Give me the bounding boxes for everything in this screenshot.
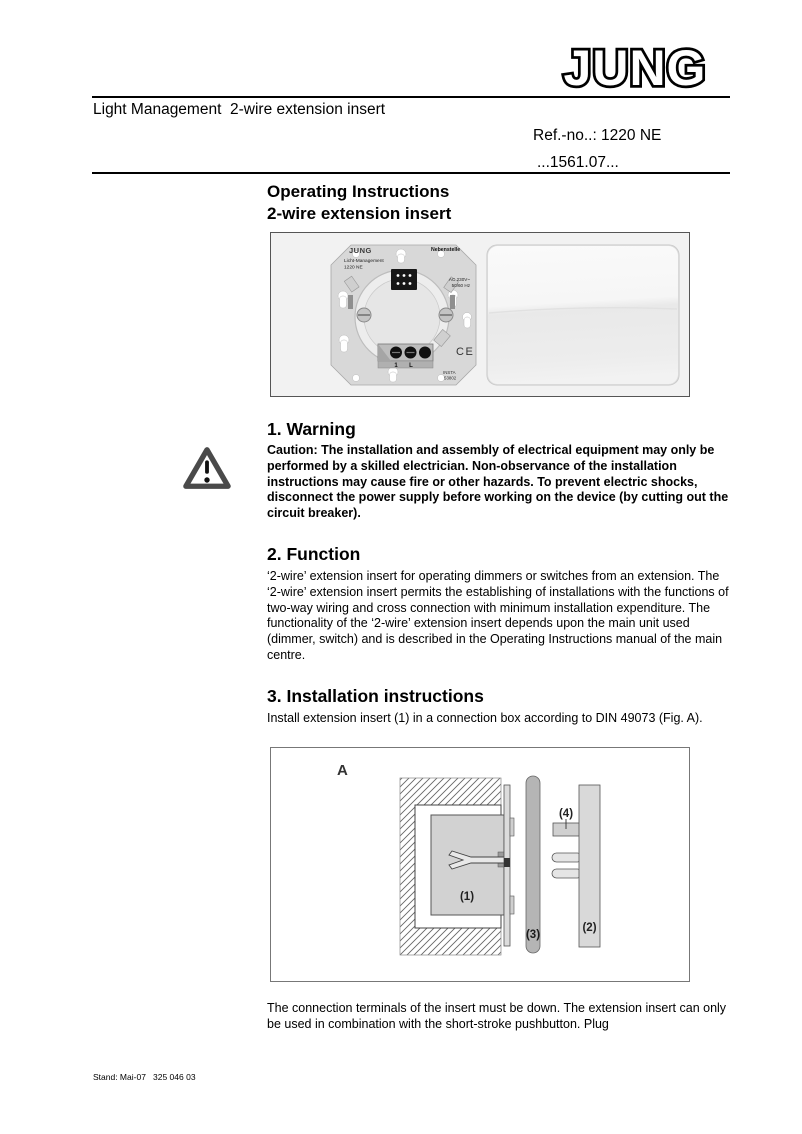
- terminal-block: [378, 344, 433, 369]
- ref-no-line-1: Ref.-no..: 1220 NE: [533, 127, 662, 144]
- support-ring: [504, 785, 514, 946]
- figure-frame: [526, 776, 540, 953]
- part-label-3: (3): [525, 929, 541, 941]
- insert-rating-line-2: 50/60 Hz: [451, 283, 470, 288]
- part-label-1: (1): [459, 891, 475, 903]
- product-photo-figure: [270, 232, 690, 397]
- page-header-title: Light Management 2-wire extension insert: [93, 101, 386, 118]
- footer-note: Stand: Mai-07 325 046 03: [93, 1072, 196, 1082]
- doc-title: [267, 181, 451, 225]
- section-warning-heading: 1. Warning: [267, 419, 356, 439]
- section-installation-heading: 3. Installation instructions: [267, 686, 484, 706]
- terminal-label-l: L: [409, 363, 413, 369]
- header-rule-bottom: [92, 172, 730, 174]
- ref-no-line-2: ...1561.07...: [537, 154, 619, 171]
- terminal-label-1: 1: [394, 363, 398, 369]
- figure-a-svg: [271, 748, 689, 981]
- insert-maker-line-2: 53802: [444, 375, 457, 381]
- rocker-photo: [487, 245, 679, 385]
- part-label-2: (2): [582, 922, 597, 934]
- section-function-heading: 2. Function: [267, 544, 361, 564]
- insert-label-line-2: 1220 NE: [344, 265, 363, 271]
- part-label-4: (4): [558, 808, 574, 820]
- product-photo-svg: [271, 233, 689, 396]
- figure-pushbutton: [552, 785, 600, 947]
- figure-a: [270, 747, 690, 982]
- function-text: ‘2-wire’ extension insert for operating dimmers or switches from an extension. The ‘2-wire’ extension insert permits the establishing of installations with the functions of two-way wiring and cross connection with minimum installation expenditure. The functionality of the ‘2-wire’ extension insert depends upon the main unit used (dimmer, switch) and is described in the Operating Instructions manual of the main centre.: [267, 569, 729, 662]
- closing-paragraph: The connection terminals of the insert must be down. The extension insert can only be used in combination with the short-stroke pushbutton. Plug: [267, 1001, 727, 1031]
- insert-photo: [331, 245, 476, 385]
- doc-title-line-1: Operating Instructions: [267, 182, 450, 201]
- insert-maker-line-1: INSTA: [443, 370, 456, 375]
- doc-title-line-2: 2-wire extension insert: [267, 204, 452, 223]
- insert-brand-label: JUNG: [349, 246, 372, 255]
- ce-mark: CE: [456, 346, 475, 358]
- warning-icon: [183, 444, 231, 492]
- brand-logo-text: JUNG: [563, 40, 707, 96]
- insert-rating-line-1: AC 230V~: [448, 277, 470, 282]
- header-rule-top: [92, 96, 730, 98]
- installation-text: Install extension insert (1) in a connection box according to DIN 49073 (Fig. A).: [267, 711, 703, 725]
- insert-top-right-label: Nebenstelle: [431, 247, 461, 253]
- brand-logo: [540, 40, 730, 96]
- insert-label-line-1: Licht-Management: [344, 259, 384, 264]
- warning-text: Caution: The installation and assembly of electrical equipment may only be performed by a skilled electrician. Non-observance of the installation instructions may cause fire or other hazards. To prevent electric shocks, disconnect the power supply before working on the device (by cutting out the circuit breaker).: [267, 443, 729, 521]
- figure-a-label: A: [337, 762, 348, 779]
- connector-block: [391, 269, 417, 290]
- figure-insert: [431, 815, 508, 915]
